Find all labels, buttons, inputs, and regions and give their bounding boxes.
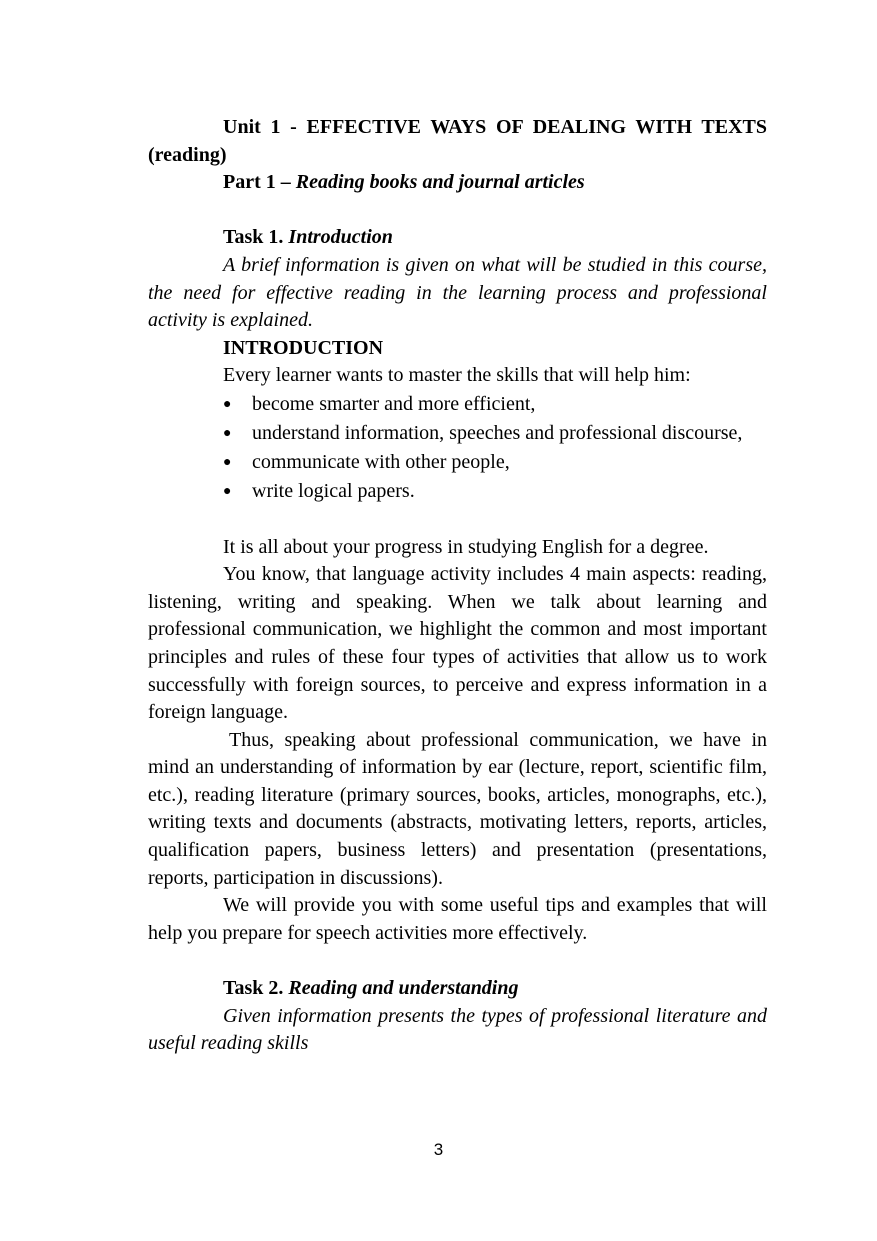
list-item-text: communicate with other people, bbox=[252, 450, 510, 473]
spacer bbox=[148, 197, 767, 225]
unit-title: Unit 1 - EFFECTIVE WAYS OF DEALING WITH TEXTS (reading) bbox=[148, 116, 767, 166]
task2-description: Given information presents the types of professional literature and useful reading skills bbox=[148, 1004, 767, 1055]
page-content bbox=[148, 114, 767, 1058]
list-item bbox=[223, 390, 767, 419]
task1-prefix: Task 1. bbox=[223, 226, 289, 249]
bullet-icon: ● bbox=[223, 396, 232, 412]
skills-list bbox=[148, 390, 767, 506]
body-paragraph: We will provide you with some useful tips and examples that will help you prepare for speech activities more effectively. bbox=[148, 894, 767, 944]
part-prefix: Part 1 – bbox=[223, 171, 296, 194]
list-item bbox=[223, 448, 767, 477]
task1-heading bbox=[148, 224, 767, 252]
introduction-lead: Every learner wants to master the skills that will help him: bbox=[223, 364, 691, 387]
body-paragraph: Thus, speaking about professional communication, we have in mind an understanding of information by ear (lecture, report, scientific film, etc.), reading literature (primary sources, books, articles, monographs, etc.), writing texts and documents (abstracts, motivating letters, reports, articles, qualification papers, business letters) and presentation (presentations, reports, participation in discussions). bbox=[148, 728, 767, 889]
list-item-text: write logical papers. bbox=[252, 479, 415, 502]
body-paragraph: You know, that language activity includes 4 main aspects: reading, listening, writing and speaking. When we talk about learning and professional communication, we highlight the common and most important principles and rules of these four types of activities that allow us to work successfully with foreign sources, to perceive and express information in a foreign language. bbox=[148, 563, 767, 724]
bullet-icon: ● bbox=[223, 425, 232, 441]
task2-title: Reading and understanding bbox=[288, 977, 519, 1000]
task2-prefix: Task 2. bbox=[223, 977, 289, 1000]
list-item bbox=[223, 419, 767, 448]
part-heading bbox=[148, 169, 767, 197]
part-title: Reading books and journal articles bbox=[295, 171, 585, 194]
task1-description: A brief information is given on what will be studied in this course, the need for effective reading in the learning process and professional activity is explained. bbox=[148, 253, 767, 332]
list-item-text: understand information, speeches and professional discourse, bbox=[252, 421, 743, 444]
spacer bbox=[148, 947, 767, 975]
list-item bbox=[223, 477, 767, 506]
bullet-icon: ● bbox=[223, 483, 232, 499]
introduction-heading: INTRODUCTION bbox=[223, 336, 384, 359]
spacer bbox=[148, 506, 767, 534]
page-number: 3 bbox=[433, 1140, 444, 1159]
task1-title: Introduction bbox=[288, 226, 393, 249]
bullet-icon: ● bbox=[223, 454, 232, 470]
task2-heading bbox=[148, 975, 767, 1003]
list-item-text: become smarter and more efficient, bbox=[252, 392, 536, 415]
body-paragraph: It is all about your progress in studying English for a degree. bbox=[223, 535, 709, 558]
